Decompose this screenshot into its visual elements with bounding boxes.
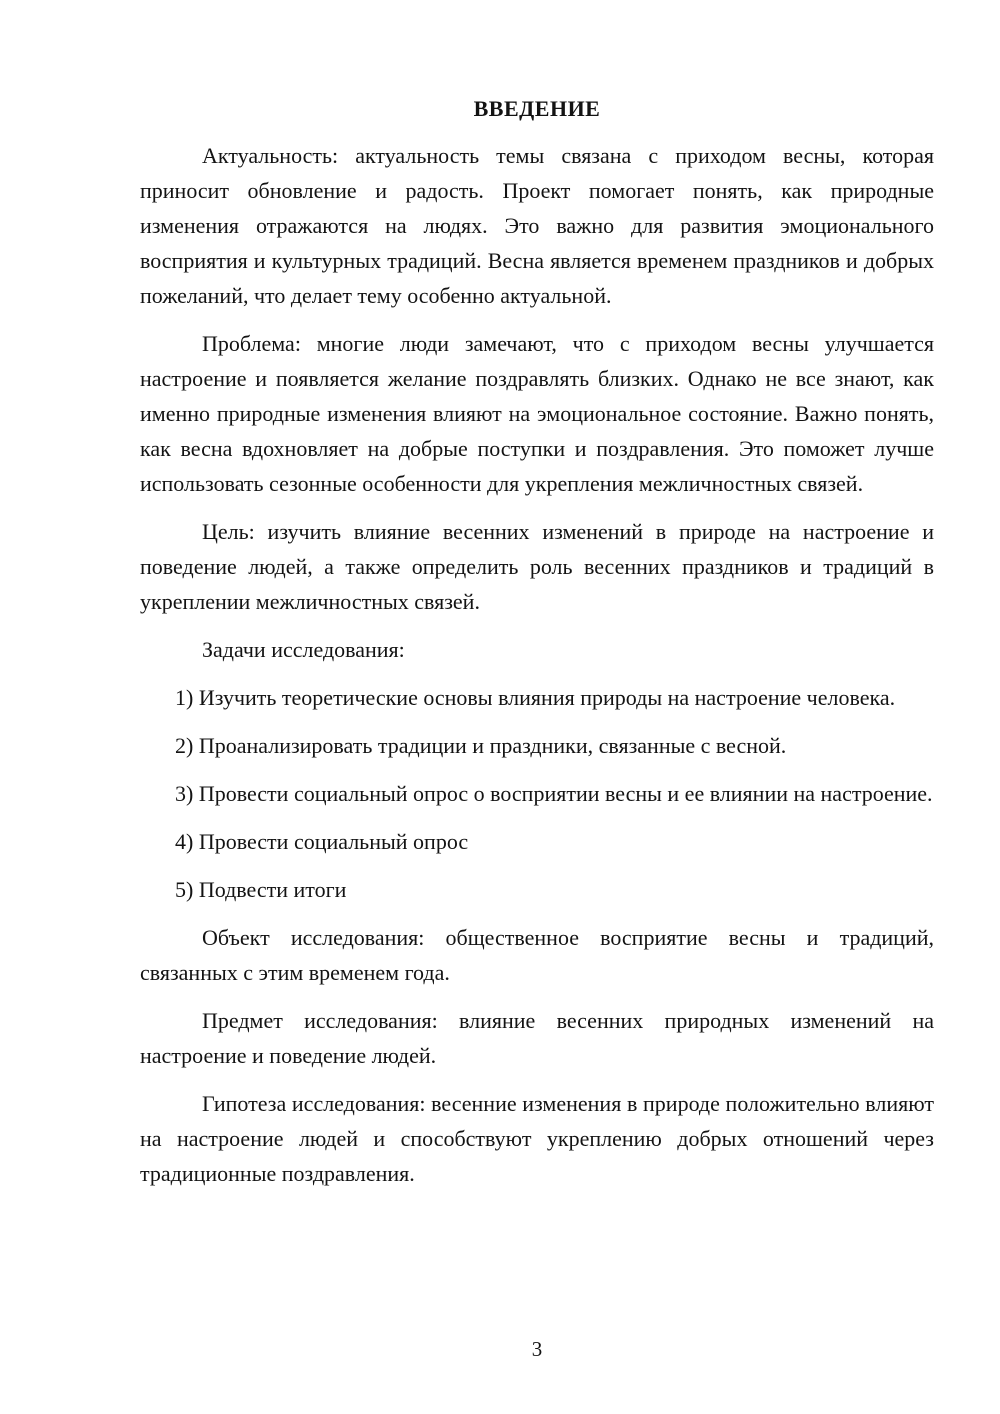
task-item-2: 2) Проанализировать традиции и праздники, связанные с весной. — [175, 733, 787, 758]
paragraph-hypothesis: Гипотеза исследования: весенние изменения в природе положительно влияют на настроение людей и способствуют укреплению добрых отношений через традиционные поздравления. — [140, 1091, 934, 1186]
task-item-4: 4) Провести социальный опрос — [175, 829, 469, 854]
paragraph-subject: Предмет исследования: влияние весенних природных изменений на настроение и поведение людей. — [140, 1008, 934, 1068]
page-title: ВВЕДЕНИЕ — [473, 96, 601, 121]
paragraph-problem: Проблема: многие люди замечают, что с приходом весны улучшается настроение и появляется желание поздравлять близких. Однако не все знают, как именно природные изменения влияют на эмоциональное состояние. Важно понять, как весна вдохновляет на добрые поступки и поздравления. Это поможет лучше использовать сезонные особенности для укрепления межличностных связей. — [140, 331, 934, 496]
task-item-1: 1) Изучить теоретические основы влияния природы на настроение человека. — [175, 685, 896, 710]
paragraph-goal: Цель: изучить влияние весенних изменений в природе на настроение и поведение людей, а также определить роль весенних праздников и традиций в укреплении межличностных связей. — [140, 519, 934, 614]
paragraph-object: Объект исследования: общественное восприятие весны и традиций, связанных с этим временем года. — [140, 925, 934, 985]
paragraph-relevance: Актуальность: актуальность темы связана с приходом весны, которая приносит обновление и радость. Проект помогает понять, как природные изменения отражаются на людях. Это важно для развития эмоционального восприятия и культурных традиций. Весна является временем праздников и добрых пожеланий, что делает тему особенно актуальной. — [140, 143, 934, 308]
task-item-5: 5) Подвести итоги — [175, 877, 347, 902]
tasks-heading: Задачи исследования: — [202, 637, 405, 662]
page-number: 3 — [531, 1337, 543, 1361]
task-item-3: 3) Провести социальный опрос о восприятии весны и ее влиянии на настроение. — [175, 781, 933, 806]
